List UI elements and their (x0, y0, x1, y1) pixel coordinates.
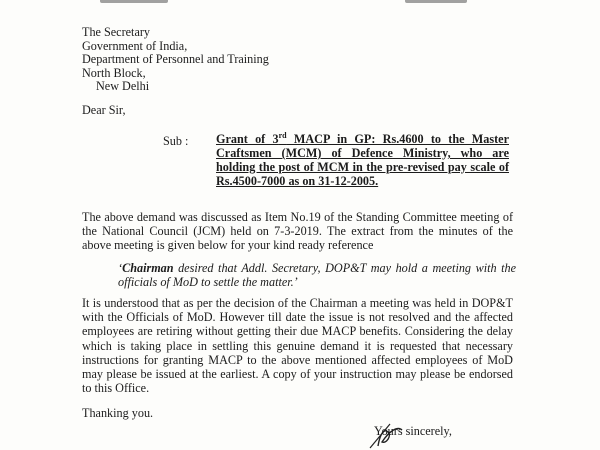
top-edge-mark-left (100, 0, 168, 3)
recipient-line: The Secretary (82, 25, 151, 39)
recipient-line: North Block, (82, 65, 146, 80)
recipient-line: Department of Personnel and Training (82, 52, 269, 67)
subject-part2: MACP in GP: Rs.4600 to the Master Craftsmen (MCM) of Defence Ministry, who are holding the post of MCM in the pre-revised pay scale of Rs.4500-7000 as on 31-12-2005. (216, 132, 509, 188)
subject-label: Sub : (163, 134, 189, 148)
paragraph-2: It is understood that as per the decision of the Chairman a meeting was held in DOP&T with the Officials of MoD. However till date the issue is not resolved and the affected employees are retiring without getting their due MACP benefits. Considering the delay which is taking place in settling this genuine demand it is requested that necessary instructions for granting MACP to the above mentioned affected employees of MoD may please be issued at the earliest. A copy of your instruction may please be endorsed to this Office. (82, 296, 513, 396)
thanks-line: Thanking you. (82, 406, 154, 420)
recipient-line: Government of India, (82, 38, 188, 53)
quote-lead-word: Chairman (122, 261, 174, 275)
quoted-minutes: ‘Chairman desired that Addl. Secretary, DOP&T may hold a meeting with the officials of MoD to settle the matter.’ (118, 261, 516, 290)
subject-text (216, 130, 509, 189)
salutation: Dear Sir, (82, 103, 126, 117)
subject-superscript: rd (278, 130, 287, 140)
recipient-line: New Delhi (96, 79, 150, 94)
top-edge-mark-right (405, 0, 467, 3)
paragraph-1: The above demand was discussed as Item No.19 of the Standing Committee meeting of the National Council (JCM) held on 7-3-2019. The extract from the minutes of the above meeting is given below for your kind ready reference (82, 210, 513, 253)
recipient-address (82, 26, 269, 94)
subject-part1: Grant of 3 (216, 132, 279, 146)
closing-sincerely: Yours sincerely, (374, 424, 452, 438)
